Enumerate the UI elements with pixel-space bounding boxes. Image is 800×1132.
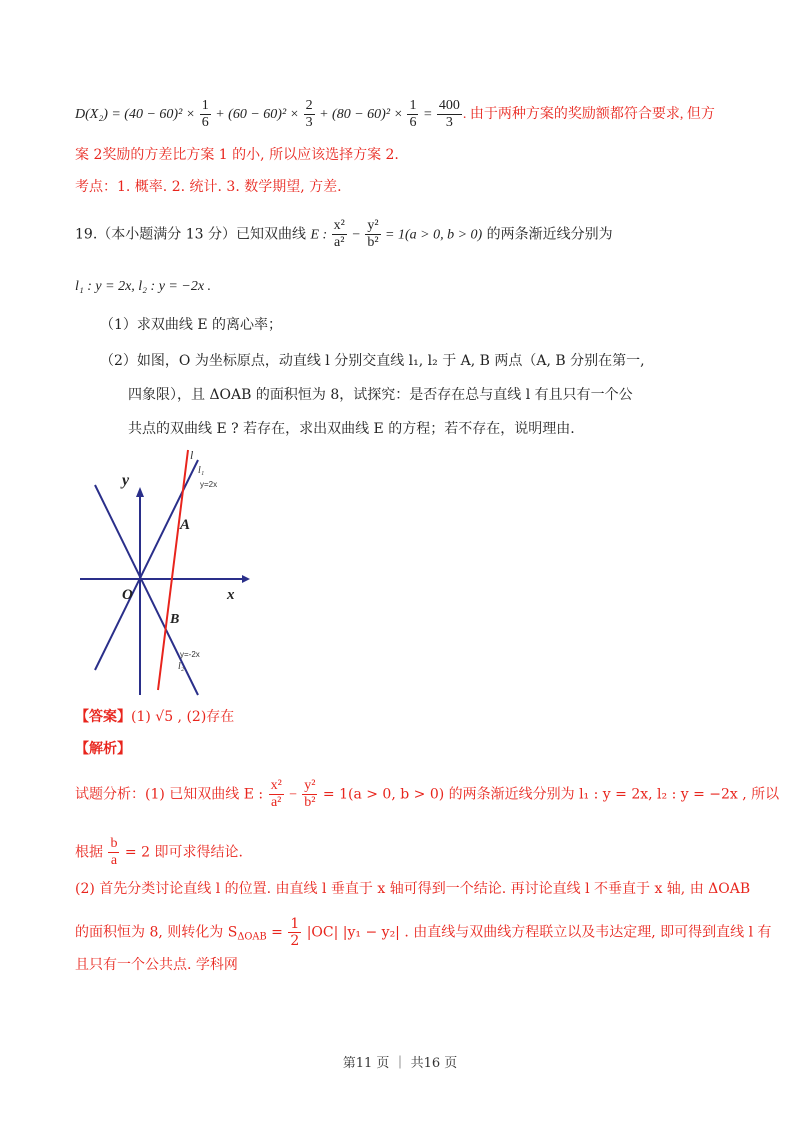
label-l: l	[190, 448, 194, 462]
fraction-400-3: $\frac{400}{3}$	[438, 98, 460, 131]
label-l1: l₁	[198, 465, 205, 476]
label-A: A	[180, 517, 191, 533]
variance-lhs: D(X₂) = (40 − 60)² ×	[75, 106, 199, 122]
question-2-line-2: 四象限），且 ΔOAB 的面积恒为 8，试探究：是否存在总与直线 l 有且只有一个公	[128, 387, 633, 403]
asymptotes: l₁ : y = 2x, l₂ : y = −2x .	[75, 279, 212, 294]
variance-formula: D(X₂) = (40 − 60)² × $\frac{1}{6}$ + (60 − 60)² × $\frac{2}{3}$ + (80 − 60)² × $\frac{1}{6}$ = $\frac{400}{3}$ . 由于两种方案的奖励额都符合要求, 但方	[75, 98, 715, 131]
answer-tag: 【答案】	[75, 709, 131, 725]
analysis-fraction-x2-a2: $\frac{\text{x²}}{\text{a²}}$	[270, 778, 282, 811]
answer-line	[75, 710, 234, 724]
analysis-line-2: 根据 $\frac{b}{a}$ = 2 即可求得结论.	[75, 836, 243, 869]
analysis-fraction-y2-b2: $\frac{\text{y²}}{\text{b²}}$	[304, 778, 316, 811]
label-y2x: y=2x	[200, 480, 218, 489]
analysis-line-3: (2) 首先分类讨论直线 l 的位置. 由直线 l 垂直于 x 轴可得到一个结论. 再讨论直线 l 不垂直于 x 轴, 由 ΔOAB	[75, 881, 751, 897]
analysis-fraction-b-a: $\frac{b}{a}$	[110, 836, 118, 869]
label-y: y	[122, 472, 130, 489]
label-B: B	[170, 612, 180, 627]
x-axis-arrow	[242, 575, 250, 583]
fraction-x2-a2: $\frac{\text{x²}}{\text{a²}}$	[333, 218, 345, 251]
answer-part-2: , (2)存在	[173, 709, 235, 725]
analysis-tag: 【解析】	[75, 741, 131, 757]
y-axis-arrow	[136, 487, 144, 497]
question-1: （1）求双曲线 E 的离心率；	[100, 317, 283, 333]
question-2-line-1: （2）如图，O 为坐标原点，动直线 l 分别交直线 l₁, l₂ 于 A, B 两点（A, B 分别在第一,	[100, 353, 645, 369]
fraction-1-6-b: $\frac{1}{6}$	[409, 98, 417, 131]
analysis-line-5: 且只有一个公共点. 学科网	[75, 957, 238, 973]
kaodian: 考点：1. 概率. 2. 统计. 3. 数学期望, 方差.	[75, 179, 342, 195]
analysis-line-4: 的面积恒为 8, 则转化为 $S_{\Delta OAB}$ = $\frac{1}{2}$ |OC| |y₁ − y₂| . 由直线与双曲线方程联立以及韦达定理, 即可得到直线 l 有	[75, 916, 772, 950]
problem-header: 19.（本小题满分 13 分）已知双曲线 E : $\frac{\text{x²}}{\text{a²}}$ − $\frac{\text{y²}}{\text{b²}}$ = 1(a > 0, b > 0) 的两条渐近线分别为	[75, 218, 613, 251]
variance-conclusion: . 由于两种方案的奖励额都符合要求, 但方	[462, 106, 715, 122]
answer-part-1: (1) √5	[131, 709, 174, 725]
label-ym2x: y=-2x	[180, 650, 200, 659]
label-x: x	[227, 587, 235, 603]
page-footer: 第11 页 ｜ 共16 页	[342, 1056, 458, 1071]
hyperbola-figure	[70, 445, 260, 705]
fraction-one-half: $\frac{1}{2}$	[290, 916, 300, 950]
analysis-line-1: 试题分析：(1) 已知双曲线 E : $\frac{\text{x²}}{\text{a²}}$ − $\frac{\text{y²}}{\text{b²}}$ = 1(a > 0, b > 0) 的两条渐近线分别为 l₁ : y = 2x, l₂ : y = −2x , 所以	[75, 778, 780, 811]
fraction-2-3: $\frac{2}{3}$	[305, 98, 313, 131]
question-2-line-3: 共点的双曲线 E ? 若存在，求出双曲线 E 的方程；若不存在，说明理由.	[128, 421, 575, 437]
label-O: O	[122, 587, 133, 603]
label-l2: l₂	[178, 661, 185, 672]
fraction-1-6: $\frac{1}{6}$	[201, 98, 209, 131]
fraction-y2-b2: $\frac{\text{y²}}{\text{b²}}$	[367, 218, 379, 251]
conclusion-line: 案 2奖励的方差比方案 1 的小, 所以应该选择方案 2.	[75, 147, 399, 163]
